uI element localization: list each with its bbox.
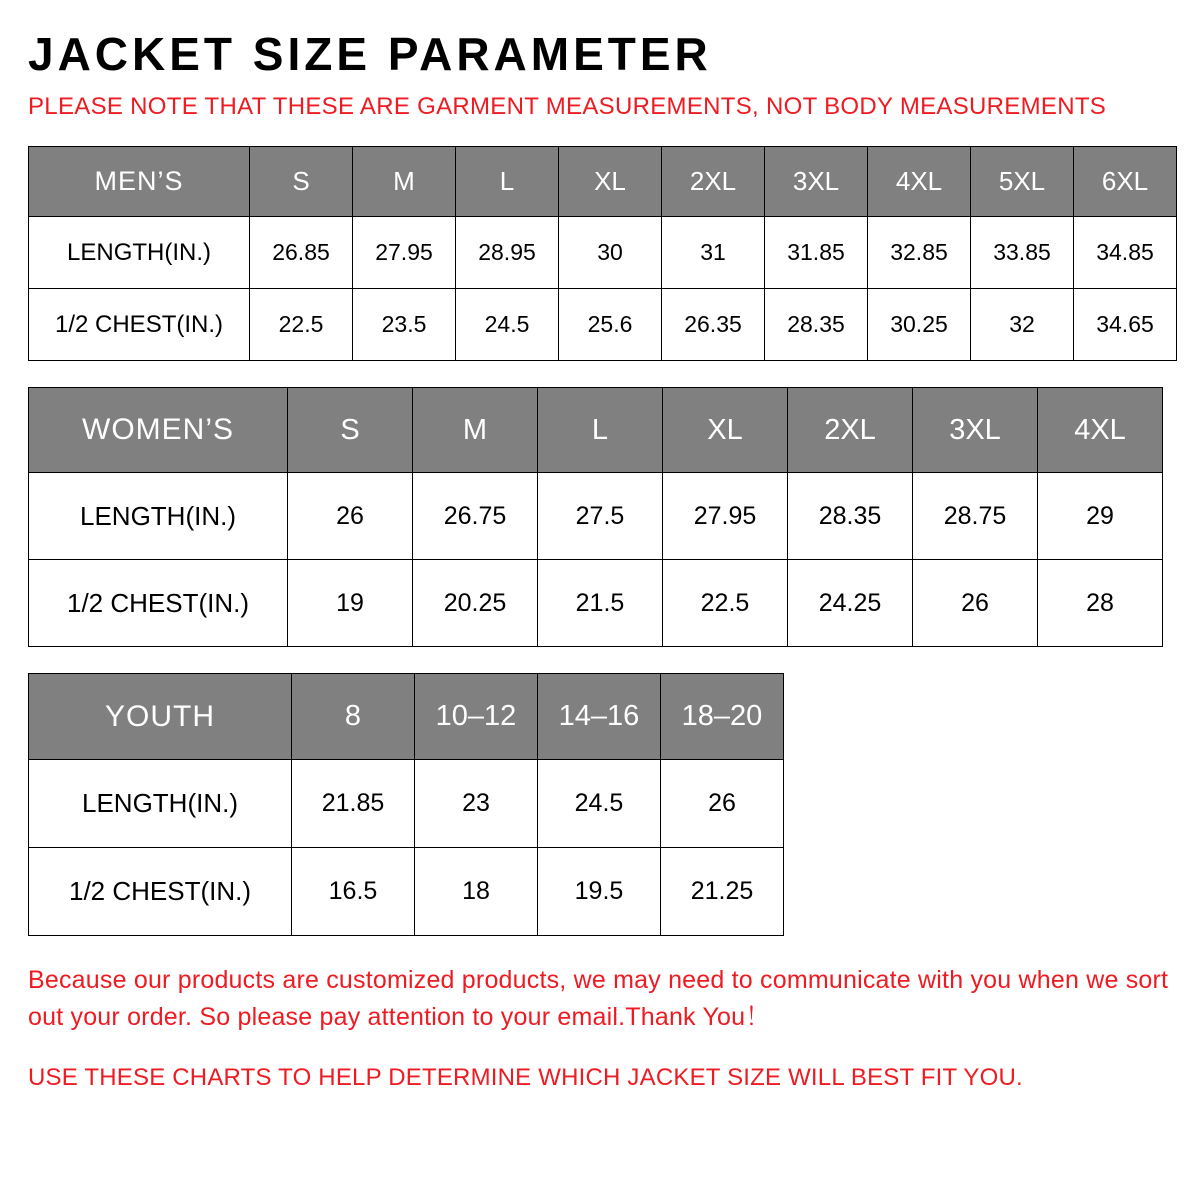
row-label: 1/2 CHEST(IN.) xyxy=(29,848,292,936)
header-cell-size: L xyxy=(456,147,559,217)
table-header-row xyxy=(29,388,1163,473)
table-cell: 29 xyxy=(1038,473,1163,560)
table-cell: 16.5 xyxy=(292,848,415,936)
table-cell: 19 xyxy=(288,560,413,647)
table-cell: 26.75 xyxy=(413,473,538,560)
table-cell: 30.25 xyxy=(868,289,971,361)
header-cell-size: 14–16 xyxy=(538,674,661,760)
table-cell: 24.5 xyxy=(538,760,661,848)
table-cell: 28.35 xyxy=(765,289,868,361)
table-cell: 18 xyxy=(415,848,538,936)
table-cell: 31 xyxy=(662,217,765,289)
table-cell: 32 xyxy=(971,289,1074,361)
table-cell: 30 xyxy=(559,217,662,289)
table-cell: 31.85 xyxy=(765,217,868,289)
table-row xyxy=(29,848,784,936)
row-label: LENGTH(IN.) xyxy=(29,473,288,560)
header-cell-category: YOUTH xyxy=(29,674,292,760)
header-cell-size: 4XL xyxy=(868,147,971,217)
table-cell: 26 xyxy=(288,473,413,560)
womens-size-table xyxy=(28,387,1163,647)
table-row xyxy=(29,473,1163,560)
header-cell-size: S xyxy=(250,147,353,217)
header-cell-size: S xyxy=(288,388,413,473)
header-cell-size: XL xyxy=(559,147,662,217)
mens-size-table xyxy=(28,146,1177,361)
table-cell: 20.25 xyxy=(413,560,538,647)
header-cell-size: 2XL xyxy=(662,147,765,217)
table-cell: 28 xyxy=(1038,560,1163,647)
table-cell: 24.25 xyxy=(788,560,913,647)
header-cell-size: 18–20 xyxy=(661,674,784,760)
header-cell-size: 6XL xyxy=(1074,147,1177,217)
table-cell: 26 xyxy=(661,760,784,848)
table-cell: 26.85 xyxy=(250,217,353,289)
row-label: LENGTH(IN.) xyxy=(29,217,250,289)
table-row xyxy=(29,560,1163,647)
table-cell: 34.85 xyxy=(1074,217,1177,289)
table-cell: 28.95 xyxy=(456,217,559,289)
header-cell-category: WOMEN’S xyxy=(29,388,288,473)
youth-size-table xyxy=(28,673,784,936)
table-cell: 23 xyxy=(415,760,538,848)
table-cell: 24.5 xyxy=(456,289,559,361)
table-row xyxy=(29,760,784,848)
row-label: 1/2 CHEST(IN.) xyxy=(29,560,288,647)
footer-note-usage: USE THESE CHARTS TO HELP DETERMINE WHICH JACKET SIZE WILL BEST FIT YOU. xyxy=(28,1063,1023,1091)
top-note: PLEASE NOTE THAT THESE ARE GARMENT MEASUREMENTS, NOT BODY MEASUREMENTS xyxy=(28,93,1107,121)
table-cell: 19.5 xyxy=(538,848,661,936)
header-cell-size: XL xyxy=(663,388,788,473)
row-label: 1/2 CHEST(IN.) xyxy=(29,289,250,361)
table-cell: 34.65 xyxy=(1074,289,1177,361)
table-cell: 21.25 xyxy=(661,848,784,936)
table-cell: 22.5 xyxy=(250,289,353,361)
table-header-row xyxy=(29,674,784,760)
table-header-row xyxy=(29,147,1177,217)
page-title: JACKET SIZE PARAMETER xyxy=(28,28,712,80)
header-cell-size: 3XL xyxy=(913,388,1038,473)
table-cell: 22.5 xyxy=(663,560,788,647)
table-cell: 25.6 xyxy=(559,289,662,361)
header-cell-size: M xyxy=(353,147,456,217)
table-cell: 28.75 xyxy=(913,473,1038,560)
table-cell: 33.85 xyxy=(971,217,1074,289)
header-cell-size: 10–12 xyxy=(415,674,538,760)
table-cell: 26 xyxy=(913,560,1038,647)
footer-note-customization: Because our products are customized products, we may need to communicate with you when we sort out your order. So please pay attention to your email.Thank You！ xyxy=(28,966,1169,1031)
table-cell: 27.95 xyxy=(663,473,788,560)
table-cell: 23.5 xyxy=(353,289,456,361)
header-cell-size: 2XL xyxy=(788,388,913,473)
header-cell-size: 4XL xyxy=(1038,388,1163,473)
table-cell: 27.5 xyxy=(538,473,663,560)
table-row xyxy=(29,289,1177,361)
table-cell: 32.85 xyxy=(868,217,971,289)
header-cell-size: 8 xyxy=(292,674,415,760)
header-cell-size: 3XL xyxy=(765,147,868,217)
table-cell: 26.35 xyxy=(662,289,765,361)
table-cell: 21.85 xyxy=(292,760,415,848)
header-cell-size: M xyxy=(413,388,538,473)
header-cell-size: 5XL xyxy=(971,147,1074,217)
table-cell: 27.95 xyxy=(353,217,456,289)
table-cell: 21.5 xyxy=(538,560,663,647)
table-cell: 28.35 xyxy=(788,473,913,560)
row-label: LENGTH(IN.) xyxy=(29,760,292,848)
header-cell-size: L xyxy=(538,388,663,473)
header-cell-category: MEN’S xyxy=(29,147,250,217)
table-row xyxy=(29,217,1177,289)
